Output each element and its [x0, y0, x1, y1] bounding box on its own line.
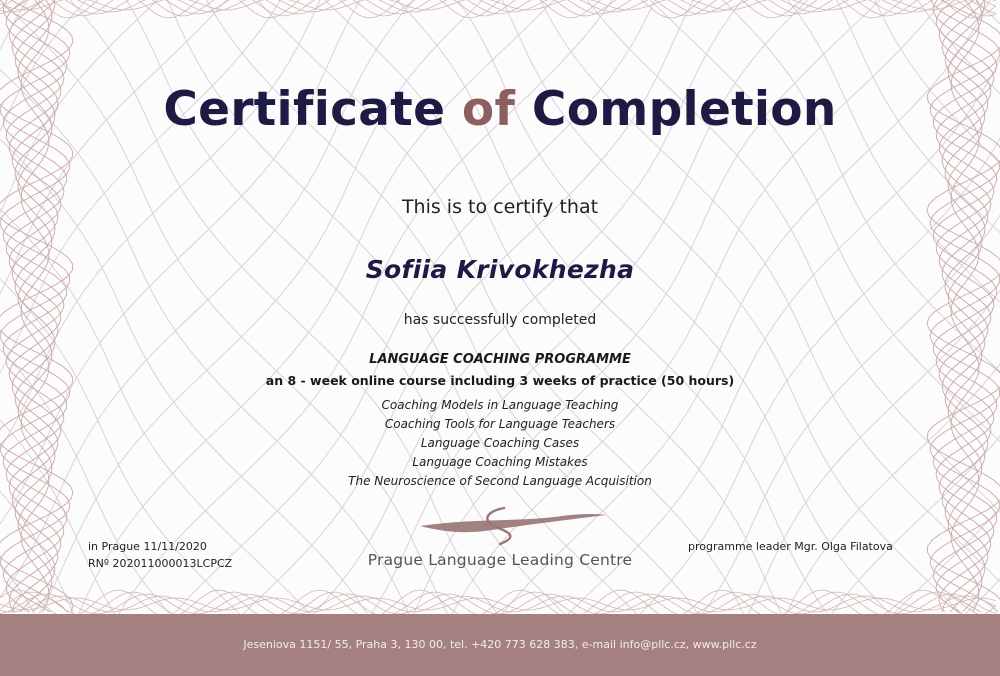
place-and-date: in Prague 11/11/2020: [88, 540, 207, 553]
completion-statement: has successfully completed: [403, 312, 597, 328]
programme-name: LANGUAGE COACHING PROGRAMME: [369, 352, 631, 367]
registration-number: RNº 202011000013LCPCZ: [88, 557, 233, 570]
module-item: Coaching Models in Language Teaching: [381, 398, 619, 412]
footer-contact-info: Jeseniova 1151/ 55, Praha 3, 130 00, tel. +420 773 628 383, e-mail info@pllc.cz, www.pllc.cz: [243, 638, 757, 651]
organization-name: Prague Language Leading Centre: [367, 551, 633, 569]
programme-leader: programme leader Mgr. Olga Filatova: [688, 540, 893, 553]
course-description: an 8 - week online course including 3 weeks of practice (50 hours): [265, 373, 735, 388]
title-word-certificate: Certificate: [163, 82, 462, 137]
recipient-name: Sofiia Krivokhezha: [365, 255, 635, 284]
pllc-logo-swoosh-icon: [412, 506, 612, 546]
certificate-title: [0, 82, 1000, 137]
module-item: Language Coaching Mistakes: [412, 455, 588, 469]
footer-band: [0, 614, 1000, 676]
title-word-of: of: [461, 82, 516, 137]
module-item: Coaching Tools for Language Teachers: [384, 417, 616, 431]
module-list: [0, 396, 1000, 491]
module-item: The Neuroscience of Second Language Acquisition: [348, 474, 652, 488]
title-word-completion: Completion: [515, 82, 837, 137]
module-item: Language Coaching Cases: [420, 436, 580, 450]
certify-statement: This is to certify that: [401, 196, 599, 218]
